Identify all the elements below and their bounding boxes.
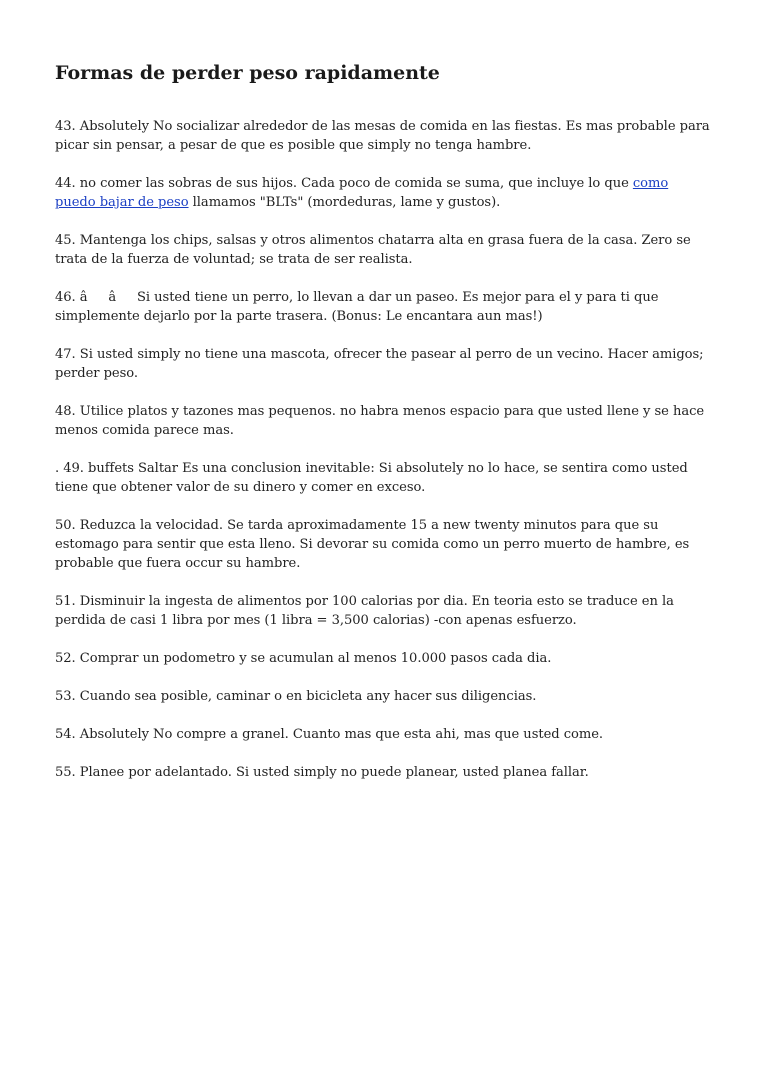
paragraph-55: 55. Planee por adelantado. Si usted simply no puede planear, usted planea fallar. bbox=[55, 765, 589, 780]
paragraph-44-text-before: 44. no comer las sobras de sus hijos. Cada poco de comida se suma, que incluye lo que bbox=[55, 176, 633, 191]
paragraph-44 bbox=[55, 174, 710, 212]
paragraph-44-text-after: llamamos "BLTs" (mordeduras, lame y gustos). bbox=[188, 195, 501, 210]
como-puedo-bajar-de-peso-link[interactable]: como puedo bajar de peso bbox=[55, 176, 669, 210]
paragraph-45: 45. Mantenga los chips, salsas y otros alimentos chatarra alta en grasa fuera de la casa. Zero se trata de la fuerza de voluntad; se trata de ser realista. bbox=[55, 233, 691, 267]
paragraph-48: 48. Utilice platos y tazones mas pequenos. no habra menos espacio para que usted llene y se hace menos comida parece mas. bbox=[55, 404, 705, 438]
paragraph-54: 54. Absolutely No compre a granel. Cuanto mas que esta ahi, mas que usted come. bbox=[55, 727, 604, 742]
paragraph-43: 43. Absolutely No socializar alrededor de las mesas de comida en las fiestas. Es mas probable para picar sin pensar, a pesar de que es posible que simply no tenga hambre. bbox=[55, 119, 710, 153]
paragraph-52: 52. Comprar un podometro y se acumulan al menos 10.000 pasos cada dia. bbox=[55, 651, 552, 666]
paragraph-53: 53. Cuando sea posible, caminar o en bicicleta any hacer sus diligencias. bbox=[55, 689, 537, 704]
document-page bbox=[55, 56, 710, 801]
paragraph-50: 50. Reduzca la velocidad. Se tarda aproximadamente 15 a new twenty minutos para que su estomago para sentir que esta lleno. Si devorar su comida como un perro muerto de hambre, es probable que fuera occur su hambre. bbox=[55, 518, 690, 571]
document-title: Formas de perder peso rapidamente bbox=[55, 62, 440, 84]
paragraph-49: . 49. buffets Saltar Es una conclusion inevitable: Si absolutely no lo hace, se sentira como usted tiene que obtener valor de su dinero y comer en exceso. bbox=[55, 461, 688, 495]
paragraph-46: 46. ââSi usted tiene un perro, lo llevan a dar un paseo. Es mejor para el y para ti que simplemente dejarlo por la parte trasera. (Bonus: Le encantara aun mas!) bbox=[55, 290, 659, 324]
paragraph-51: 51. Disminuir la ingesta de alimentos por 100 calorias por dia. En teoria esto se traduce en la perdida de casi 1 libra por mes (1 libra = 3,500 calorias) -con apenas esfuerzo. bbox=[55, 594, 674, 628]
paragraph-47: 47. Si usted simply no tiene una mascota, ofrecer the pasear al perro de un vecino. Hacer amigos; perder peso. bbox=[55, 347, 704, 381]
